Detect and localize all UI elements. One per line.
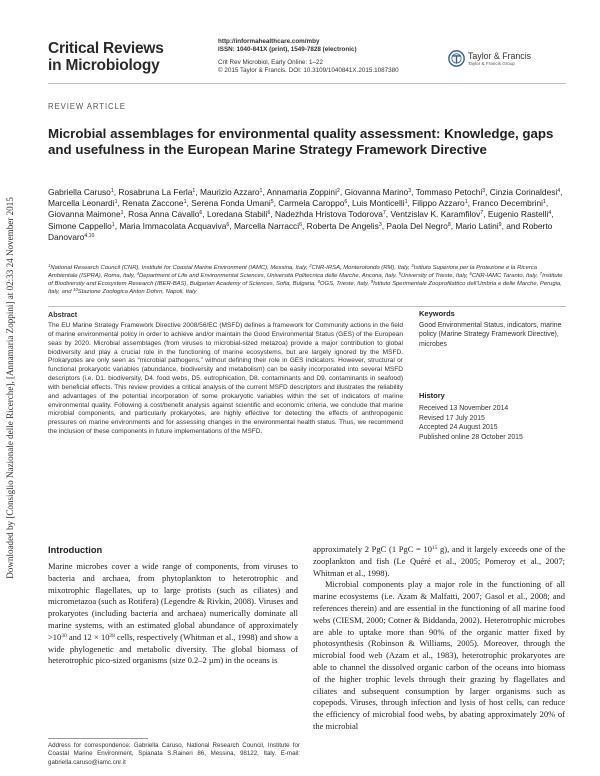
journal-logo <box>48 40 164 74</box>
journal-url[interactable]: http://informahealthcare.com/mby <box>218 38 320 45</box>
author-name: Filippo Azzaro$^1$ <box>412 198 468 209</box>
journal-header-info <box>218 38 399 76</box>
keywords-heading: Keywords <box>419 309 455 318</box>
abstract-heading: Abstract <box>48 310 78 319</box>
journal-issn: ISSN: 1040-841X (print), 1549-7828 (electronic) <box>218 46 357 54</box>
history-item: Received 13 November 2014 <box>419 405 509 412</box>
affiliation: $^1$National Research Council (CNR), Institute for Coastal Marine Environment (IAMC), Messina, Italy, <box>48 263 310 271</box>
author-affiliation-marker: 9 <box>498 221 502 228</box>
author-affiliation-marker: 4 <box>548 210 552 217</box>
introduction-paragraph: Marine microbes cover a wide range of components, from viruses to bacteria and archaea, from phytoplankton to heterotrophic and mixotrophic flagellates, up to large protists (such as ciliates) and micrometazoa (such as Rotifera) (Legendre & Rivkin, 2008). Viruses and prokaryotes (including bacteria and archaea) numerically dominate all marine systems, with an estimated global abundance of approximately $>10^{30}$ and $12 \times 10^{28}$ cells, respectively (Whitman et al., 1998) and show a wide phylogenetic and metabolic diversity. The global biomass of heterotrophic pico-sized organisms (size 0.2–2 µm) in the oceans is <box>48 561 298 666</box>
author-affiliation-marker: 1 <box>111 221 115 228</box>
author-name: Paola Del Negro$^8$ <box>386 220 451 231</box>
author-affiliation-marker: 1 <box>120 210 124 217</box>
publisher-emblem-icon <box>448 50 465 67</box>
author-name: Ventzislav K. Karamfilov$^7$ <box>390 209 484 220</box>
author-name: Roberta De Angelis$^3$ <box>306 220 382 231</box>
publisher-logo <box>448 50 558 70</box>
author-affiliation-marker: 1 <box>114 199 118 206</box>
author-list: Gabriella Caruso$^1$, Rosabruna La Ferla$^1$, Maurizio Azzaro$^1$, Annamaria Zoppini$^2$, Giovanna Marino$^3$, Tommaso Petochi$^3$, Cinzia Corinaldesi$^4$, Marcella Leonardi$^1$, Renata Zaccone$^1$, Serena Fonda Umani$^5$, Carmela Caroppo$^6$, Luis Monticelli$^1$, Filippo Azzaro$^1$, Franco Decembrini$^1$, Giovanna Maimone$^1$, Rosa Anna Cavallo$^6$, Loredana Stabili$^6$, Nadezhda Hristova Todorova$^7$, Ventzislav K. Karamfilov$^7$, Eugenio Rastelli$^4$, Simone Cappello$^1$, Maria Immacolata Acquaviva$^6$, Marcella Narracci$^6$, Roberta De Angelis$^3$, Paola Del Negro$^8$, Mario Latini$^9$, and Roberto Danovaro$^{4,10}$ <box>48 187 563 242</box>
affiliation: $^7$Institute of Biodiversity and Ecosystem Research (IBER-BAS), Bulgarian Academy of Sciences, Sofia, Bulgaria, <box>48 271 563 288</box>
author-affiliation-marker: 2 <box>336 188 340 194</box>
author-name: Loredana Stabili$^6$ <box>206 209 271 220</box>
correspondence-footnote: Address for correspondence: Gabriella Caruso, National Research Council, Institute for Coastal Marine Environment, Spianata S.Raineri 86, Messina, 98122, Italy. E-mail: gabriella.caruso@iamc.cnr.it <box>48 742 300 766</box>
author-affiliation-marker: 6 <box>199 210 203 217</box>
affiliation-list <box>48 264 563 296</box>
history-heading: History <box>419 391 445 400</box>
affiliation: $^9$Istituto Sperimentale Zooprofilattico dell'Umbria e delle Marche, Perugia, Italy, and <box>48 279 562 296</box>
author-affiliation-marker: 3 <box>408 188 412 194</box>
author-affiliation-marker: 1 <box>543 199 546 206</box>
author-name: Rosa Anna Cavallo$^6$ <box>128 209 203 220</box>
author-affiliation-marker: 7 <box>382 210 386 217</box>
history-list <box>419 404 565 442</box>
introduction-column-right <box>313 544 565 733</box>
keywords-text: Good Environmental Status, indicators, marine policy (Marine Strategy Framework Directive), microbes <box>419 322 562 348</box>
affiliation: $^{10}$Stazione Zoologica Anton Dohrn, Napoli, Italy <box>73 287 197 296</box>
author-affiliation-marker: 6 <box>344 199 348 206</box>
journal-logo-line2: in Microbiology <box>48 57 160 74</box>
affiliation: $^8$OGS, Trieste, Italy, <box>317 279 371 288</box>
introduction-column-left <box>48 561 298 667</box>
abstract-divider <box>48 306 566 307</box>
author-name: Annamaria Zoppini$^2$ <box>266 187 340 197</box>
author-name: Carmela Caroppo$^6$ <box>278 198 348 209</box>
author-name: Serena Fonda Umani$^5$ <box>191 198 274 209</box>
journal-copyright: © 2015 Taylor & Francis. DOI: 10.3109/1040841X.2015.1087380 <box>218 67 399 75</box>
author-affiliation-marker: 1 <box>192 188 196 194</box>
history-item: Revised 17 July 2015 <box>419 414 485 422</box>
author-affiliation-marker: 7 <box>480 210 484 217</box>
author-affiliation-marker: 4 <box>557 188 561 194</box>
journal-citation: Crit Rev Microbiol, Early Online: 1–22 <box>218 58 323 66</box>
publisher-group: Taylor & Francis Group <box>468 61 515 66</box>
history-item: Accepted 24 August 2015 <box>419 424 498 432</box>
author-affiliation-marker: 1 <box>183 199 187 206</box>
affiliation: $^2$CNR-IRSA, Monterotondo (RM), Italy, <box>309 263 412 271</box>
author-name: Renata Zaccone$^1$ <box>122 198 187 209</box>
journal-logo-line1: Critical Reviews <box>48 40 164 57</box>
author-affiliation-marker: 1 <box>464 199 468 206</box>
author-name: Nadezhda Hristova Todorova$^7$ <box>275 209 386 220</box>
author-affiliation-marker: 6 <box>299 221 302 228</box>
affiliation: $^4$Department of Life and Environmental Sciences, Università Politecnica delle Marche, Ancona, Italy, <box>136 271 399 280</box>
history-item: Published online 28 October 2015 <box>419 433 523 441</box>
author-name: Franco Decembrini$^1$ <box>472 198 546 209</box>
author-name: Gabriella Caruso$^1$ <box>48 187 114 197</box>
author-affiliation-marker: 6 <box>267 210 271 217</box>
download-watermark-text: Downloaded by [Consiglio Nazionale delle Ricerche], [Annamaria Zoppini] at 02:33 24 November 2015 <box>5 197 15 579</box>
article-type: REVIEW ARTICLE <box>48 102 126 111</box>
article-title: Microbial assemblages for environmental quality assessment: Knowledge, gaps and usefulness in the European Marine Strategy Framework Directive <box>48 126 554 158</box>
footnote-divider <box>48 738 148 739</box>
author-affiliation-marker: 5 <box>270 199 274 206</box>
introduction-paragraph: approximately 2 PgC (1 PgC = $10^{15}$ g), and it largely exceeds one of the zooplankton and fish (Le Quéré et al., 2005; Pomeroy et al., 2007; Whitman et al., 1998). <box>313 544 565 578</box>
author-affiliation-marker: 6 <box>226 221 230 228</box>
author-affiliation-marker: 1 <box>259 188 263 194</box>
author-name: Simone Cappello$^1$ <box>48 220 115 231</box>
author-name: Luis Monticelli$^1$ <box>351 198 408 209</box>
author-name: Rosabruna La Ferla$^1$ <box>118 187 196 197</box>
author-name: Roberto Danovaro$^{4,10}$ <box>48 220 553 242</box>
introduction-paragraph: Microbial components play a major role in the functioning of all marine ecosystems (i.e. Azam & Malfatti, 2007; Gasol et al., 2008; and references therein) and are essential in the functioning of all marine food webs (CIESM, 2000; Cotner & Biddanda, 2002). Heterotrophic microbes are able to uptake more than 90% of the organic matter fixed by photosynthesis (Robinson & Williams, 2005). Moreover, through the microbial food web (Azam et al., 1983), heterotrophic prokaryotes are able to channel the dissolved organic carbon of the oceans into biomass of the higher trophic levels through their grazing by flagellates and ciliates and subsequent consumption by larger organisms such as copepods. Viruses, through infection and lysis of host cells, can reduce the efficiency of microbial food webs, by abating approximately 20% of the microbial <box>313 579 565 731</box>
author-name: Giovanna Marino$^3$ <box>344 187 412 197</box>
author-name: Cinzia Corinaldesi$^4$ <box>489 187 561 197</box>
author-affiliation-marker: 1 <box>404 199 408 206</box>
author-name: Tommaso Petochi$^3$ <box>415 187 486 197</box>
author-affiliation-marker: 8 <box>447 221 451 228</box>
abstract-text: The EU Marine Strategy Framework Directive 2008/56/EC (MSFD) defines a framework for Community actions in the field of marine environmental policy in order to achieve and/or maintain the Good Environmental Status (GES) of the European seas by 2020. Microbial assemblages (from viruses to microbial-sized metazoa) provide a major contribution to global biodiversity and play a crucial role in the functioning of marine ecosystems, but are largely ignored by the MSFD. Prokaryotes are only seen as “microbial pathogens,” without defining their role in GES indicators. However, structural or functional prokaryotic variables (abundance, biodiversity and metabolism) can be easily incorporated into several MSFD descriptors (i.e. D1. biodiversity, D4. food webs, D5. eutrophication, D8. contaminants and D9. contaminants in seafood) with beneficial effects. This review provides a critical analysis of the current MSFD descriptors and illustrates the reliability and advantages of the potential incorporation of some prokaryotic variables within the set of indicators of marine environmental quality. Following a cost/benefit analysis against scientific and economic criteria, we conclude that marine microbial components, and particularly prokaryotes, are highly effective for detecting the effects of anthropogenic pressures on marine environments and for assessing changes in the environmental health status. Thus, we recommend the inclusion of these components in future implementations of the MSFD. <box>48 322 403 436</box>
author-name: Maurizio Azzaro$^1$ <box>199 187 263 197</box>
author-affiliation-marker: 3 <box>482 188 486 194</box>
publisher-name: Taylor & Francis <box>468 51 532 61</box>
author-affiliation-marker: 4,10 <box>84 232 95 239</box>
download-watermark <box>2 168 18 608</box>
author-name: Maria Immacolata Acquaviva$^6$ <box>119 220 230 231</box>
author-name: Giovanna Maimone$^1$ <box>48 209 124 220</box>
header-divider <box>48 83 566 84</box>
author-affiliation-marker: 1 <box>110 188 114 194</box>
introduction-heading: Introduction <box>48 545 103 555</box>
affiliation: $^6$CNR-IAMC Taranto, Italy, <box>469 271 540 280</box>
author-name: Mario Latini$^9$ <box>455 220 502 231</box>
affiliation: $^5$University of Trieste, Italy, <box>398 271 470 280</box>
affiliation: $^3$Istituto Superiore per la Protezione e la Ricerca Ambientale (ISPRA), Roma, Italy, <box>48 263 538 280</box>
author-name: Marcella Narracci$^6$ <box>233 220 302 231</box>
author-name: Marcella Leonardi$^1$ <box>48 198 118 209</box>
author-affiliation-marker: 3 <box>378 221 382 228</box>
author-name: Eugenio Rastelli$^4$ <box>487 209 552 220</box>
